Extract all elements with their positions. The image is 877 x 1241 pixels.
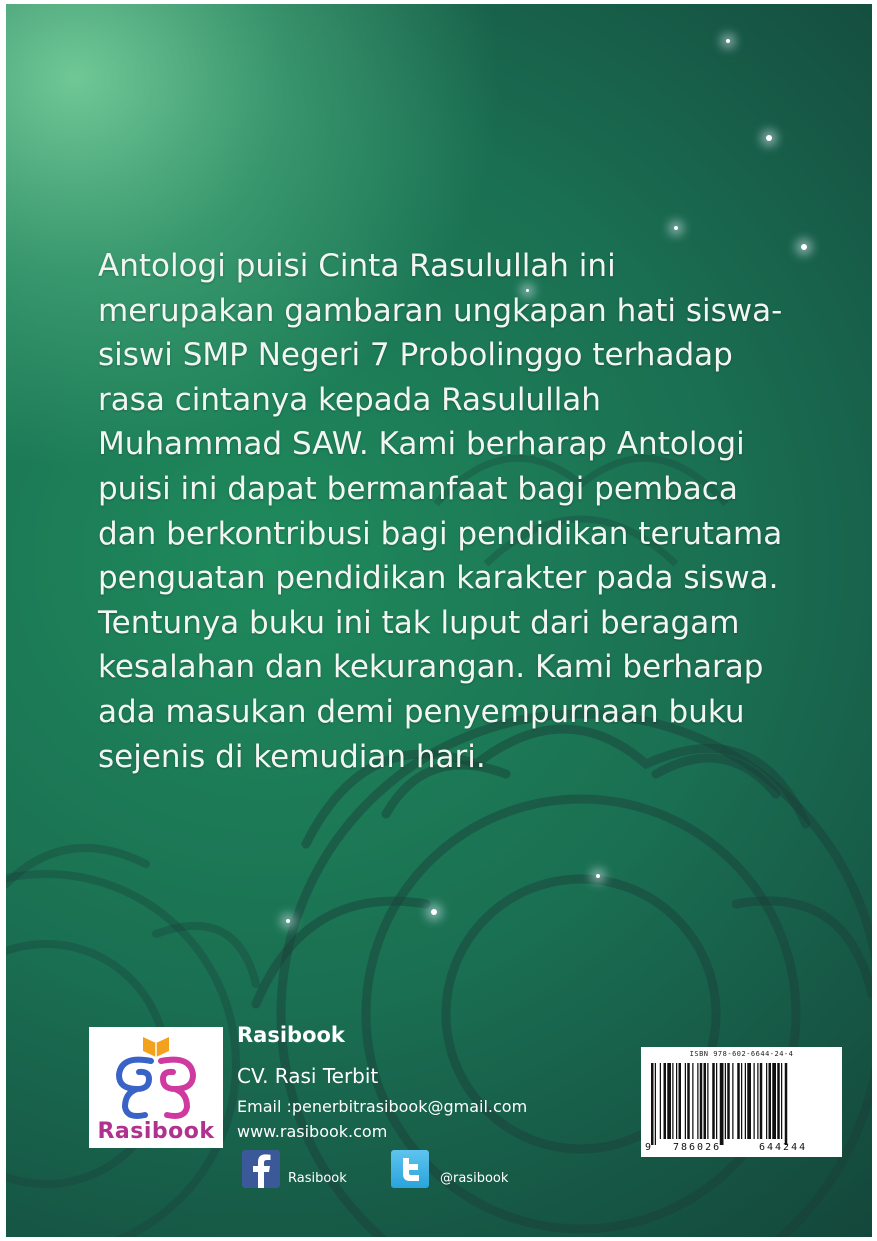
facebook-icon	[242, 1150, 280, 1188]
isbn-barcode	[641, 1047, 842, 1157]
sparkle	[431, 909, 437, 915]
barcode-bar	[760, 1063, 763, 1139]
blurb-line: Muhammad SAW. Kami berharap Antologi	[98, 426, 745, 463]
blurb-line: merupakan gambaran ungkapan hati siswa-	[98, 292, 783, 329]
sparkle	[766, 135, 772, 141]
barcode-bar	[685, 1063, 686, 1139]
blurb-line: sejenis di kemudian hari.	[98, 738, 486, 775]
sparkle	[674, 226, 678, 230]
barcode-bar	[727, 1063, 730, 1139]
barcode-bar	[745, 1063, 746, 1139]
barcode-bar	[660, 1063, 661, 1139]
barcode-digits-right: 644244	[759, 1142, 808, 1153]
isbn-text: ISBN 978-602-6644-24-4	[689, 1050, 794, 1058]
barcode-bar	[664, 1063, 667, 1139]
barcode-digits-left: 786026	[673, 1142, 722, 1153]
barcode-bar	[747, 1063, 751, 1139]
sparkle	[286, 919, 290, 923]
barcode-bar	[757, 1063, 758, 1139]
blurb-line: dan berkontribusi bagi pendidikan terutama	[98, 515, 783, 552]
logo-wordmark: Rasibook	[97, 1119, 215, 1144]
barcode-bar	[651, 1063, 654, 1145]
back-cover-blurb	[98, 244, 818, 779]
barcode-bar	[667, 1063, 671, 1139]
barcode-bar	[700, 1063, 703, 1139]
rasibook-mark-icon	[89, 1027, 223, 1122]
barcode-bar	[725, 1063, 726, 1139]
barcode-bars	[641, 1047, 842, 1157]
barcode-bar	[672, 1063, 673, 1139]
barcode-bar	[766, 1063, 767, 1139]
barcode-bar	[712, 1063, 715, 1139]
barcode-bar	[777, 1063, 780, 1139]
barcode-digit-first: 9	[645, 1142, 652, 1153]
barcode-bar	[754, 1063, 755, 1139]
barcode-bar	[716, 1063, 717, 1139]
back-cover	[6, 4, 872, 1237]
publisher-email: Email :penerbitrasibook@gmail.com	[237, 1097, 528, 1116]
barcode-bar	[679, 1063, 682, 1139]
barcode-bar	[732, 1063, 733, 1139]
blurb-line: siswi SMP Negeri 7 Probolinggo terhadap	[98, 337, 733, 374]
blurb-line: penguatan pendidikan karakter pada siswa.	[98, 560, 779, 597]
barcode-bar	[769, 1063, 772, 1139]
barcode-bar	[737, 1063, 740, 1139]
twitter-icon	[391, 1150, 429, 1188]
blurb-line: Antologi puisi Cinta Rasulullah ini	[98, 248, 616, 284]
barcode-bar	[687, 1063, 690, 1139]
blurb-line: rasa cintanya kepada Rasulullah	[98, 381, 601, 418]
barcode-bar	[704, 1063, 707, 1139]
barcode-bar	[720, 1063, 724, 1145]
blurb-line: Tentunya buku ini tak luput dari beragam	[98, 604, 740, 641]
barcode-bar	[772, 1063, 776, 1139]
publisher-company: CV. Rasi Terbit	[237, 1064, 379, 1088]
barcode-bar	[781, 1063, 782, 1139]
publisher-name: Rasibook	[237, 1023, 345, 1047]
publisher-logo	[89, 1027, 223, 1148]
facebook-label: Rasibook	[288, 1171, 347, 1186]
barcode-bar	[697, 1063, 698, 1139]
barcode-bar	[785, 1063, 788, 1145]
sparkle	[726, 39, 730, 43]
barcode-bar	[655, 1063, 656, 1145]
twitter-label: @rasibook	[440, 1171, 509, 1186]
blurb-line: kesalahan dan kekurangan. Kami berharap	[98, 649, 764, 686]
publisher-website: www.rasibook.com	[237, 1122, 388, 1141]
barcode-bar	[692, 1063, 693, 1139]
barcode-bar	[707, 1063, 708, 1139]
blurb-line: ada masukan demi penyempurnaan buku	[98, 693, 745, 730]
barcode-bar	[676, 1063, 677, 1139]
sparkle	[596, 874, 600, 878]
barcode-bar	[741, 1063, 742, 1139]
blurb-line: puisi ini dapat bermanfaat bagi pembaca	[98, 470, 738, 507]
